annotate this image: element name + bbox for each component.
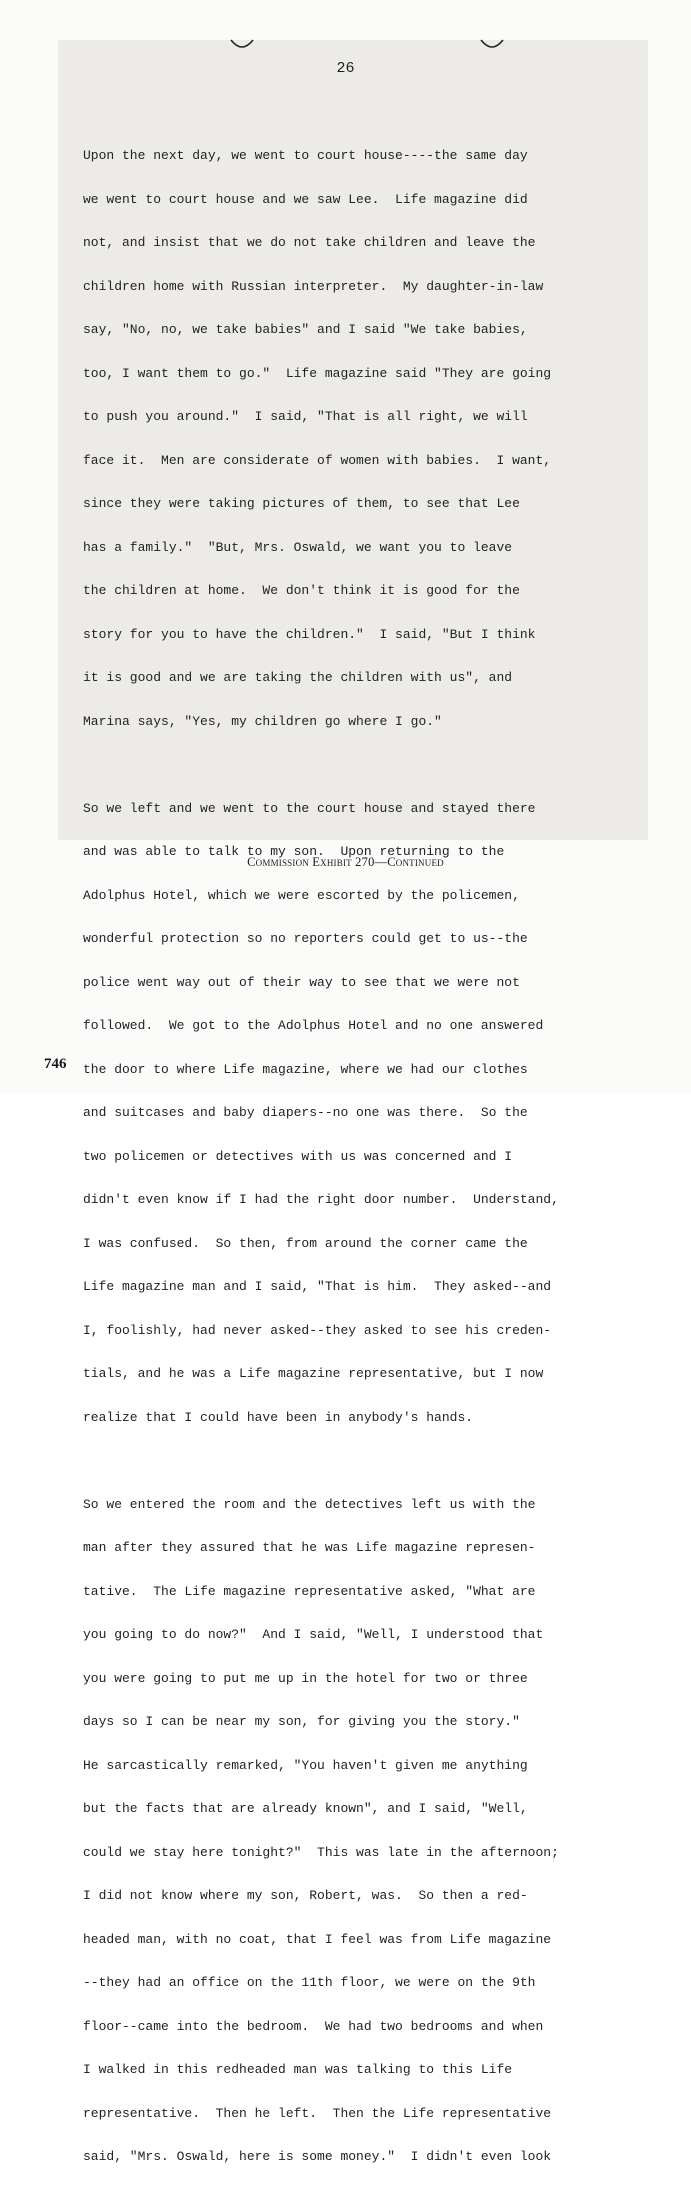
text-line: not, and insist that we do not take children and leave the	[83, 236, 643, 251]
text-line: So we left and we went to the court house and stayed there	[83, 802, 643, 817]
text-line: So we entered the room and the detectives left us with the	[83, 1498, 643, 1513]
text-line: could we stay here tonight?" This was late in the afternoon;	[83, 1846, 643, 1861]
text-line: followed. We got to the Adolphus Hotel and no one answered	[83, 1019, 643, 1034]
punch-hole-mark-left	[229, 38, 255, 52]
text-line: tative. The Life magazine representative asked, "What are	[83, 1585, 643, 1600]
text-line: it is good and we are taking the children with us", and	[83, 671, 643, 686]
text-line: said, "Mrs. Oswald, here is some money." I didn't even look	[83, 2150, 643, 2165]
text-line: to push you around." I said, "That is all right, we will	[83, 410, 643, 425]
text-line: say, "No, no, we take babies" and I said "We take babies,	[83, 323, 643, 338]
punch-hole-mark-right	[479, 38, 505, 52]
text-line: since they were taking pictures of them, to see that Lee	[83, 497, 643, 512]
text-line: representative. Then he left. Then the Life representative	[83, 2107, 643, 2122]
paragraph-3	[83, 1469, 643, 2188]
text-line: but the facts that are already known", and I said, "Well,	[83, 1802, 643, 1817]
text-line: realize that I could have been in anybody's hands.	[83, 1411, 643, 1426]
text-line: I was confused. So then, from around the corner came the	[83, 1237, 643, 1252]
text-line: days so I can be near my son, for giving you the story."	[83, 1715, 643, 1730]
text-line: headed man, with no coat, that I feel was from Life magazine	[83, 1933, 643, 1948]
text-line: I, foolishly, had never asked--they asked to see his creden-	[83, 1324, 643, 1339]
text-line: He sarcastically remarked, "You haven't given me anything	[83, 1759, 643, 1774]
text-line: I did not know where my son, Robert, was. So then a red-	[83, 1889, 643, 1904]
text-line: police went way out of their way to see that we were not	[83, 976, 643, 991]
text-line: we went to court house and we saw Lee. Life magazine did	[83, 193, 643, 208]
text-line: I walked in this redheaded man was talking to this Life	[83, 2063, 643, 2078]
text-line: man after they assured that he was Life magazine represen-	[83, 1541, 643, 1556]
text-line: has a family." "But, Mrs. Oswald, we want you to leave	[83, 541, 643, 556]
text-line: the children at home. We don't think it is good for the	[83, 584, 643, 599]
paragraph-1	[83, 120, 643, 758]
typed-body	[83, 120, 643, 2188]
paragraph-2	[83, 773, 643, 1455]
text-line: face it. Men are considerate of women with babies. I want,	[83, 454, 643, 469]
text-line: floor--came into the bedroom. We had two bedrooms and when	[83, 2020, 643, 2035]
text-line: wonderful protection so no reporters could get to us--the	[83, 932, 643, 947]
text-line: Upon the next day, we went to court house----the same day	[83, 149, 643, 164]
text-line: too, I want them to go." Life magazine said "They are going	[83, 367, 643, 382]
text-line: --they had an office on the 11th floor, we were on the 9th	[83, 1976, 643, 1991]
exhibit-caption: Commission Exhibit 270—Continued	[0, 855, 691, 870]
text-line: Marina says, "Yes, my children go where I go."	[83, 715, 643, 730]
text-line: and was able to talk to my son. Upon returning to the	[83, 845, 643, 860]
text-line: Adolphus Hotel, which we were escorted by the policemen,	[83, 889, 643, 904]
page-number: 26	[0, 60, 691, 77]
text-line: the door to where Life magazine, where we had our clothes	[83, 1063, 643, 1078]
text-line: story for you to have the children." I said, "But I think	[83, 628, 643, 643]
text-line: Life magazine man and I said, "That is him. They asked--and	[83, 1280, 643, 1295]
text-line: and suitcases and baby diapers--no one was there. So the	[83, 1106, 643, 1121]
text-line: you were going to put me up in the hotel for two or three	[83, 1672, 643, 1687]
text-line: you going to do now?" And I said, "Well, I understood that	[83, 1628, 643, 1643]
text-line: children home with Russian interpreter. My daughter-in-law	[83, 280, 643, 295]
text-line: didn't even know if I had the right door number. Understand,	[83, 1193, 643, 1208]
text-line: tials, and he was a Life magazine representative, but I now	[83, 1367, 643, 1382]
folio-number: 746	[44, 1056, 67, 1073]
text-line: two policemen or detectives with us was concerned and I	[83, 1150, 643, 1165]
